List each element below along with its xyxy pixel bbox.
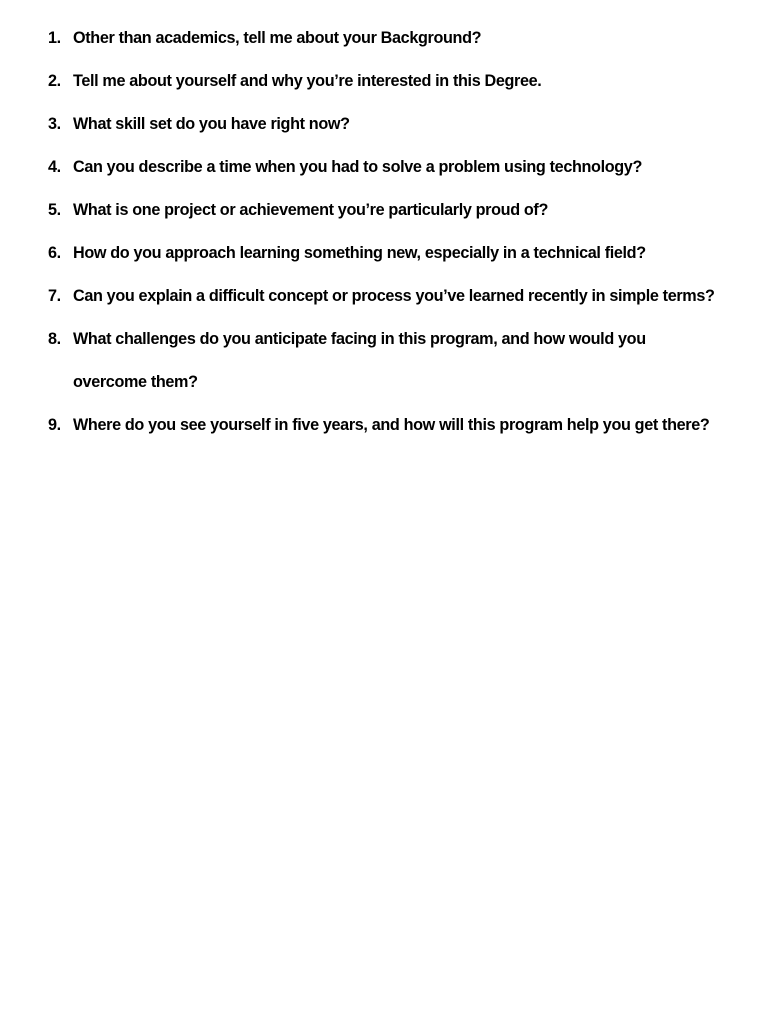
question-text bbox=[73, 414, 762, 436]
question-item-6 bbox=[48, 242, 762, 264]
question-number: 5. bbox=[48, 201, 61, 219]
question-line: Can you describe a time when you had to solve a problem using technology? bbox=[73, 158, 642, 176]
question-line: Tell me about yourself and why you’re interested in this Degree. bbox=[73, 72, 542, 90]
question-item-9 bbox=[48, 414, 762, 436]
question-item-3 bbox=[48, 113, 762, 135]
question-number: 7. bbox=[48, 287, 61, 305]
question-item-7 bbox=[48, 285, 762, 307]
question-number: 4. bbox=[48, 158, 61, 176]
question-item-2 bbox=[48, 70, 762, 92]
question-number: 8. bbox=[48, 330, 61, 348]
question-text bbox=[73, 242, 762, 264]
question-text bbox=[73, 328, 762, 393]
question-item-5 bbox=[48, 199, 762, 221]
question-line: How do you approach learning something new, especially in a technical field? bbox=[73, 244, 646, 262]
question-line: overcome them? bbox=[73, 373, 198, 391]
question-number: 3. bbox=[48, 115, 61, 133]
question-item-4 bbox=[48, 156, 762, 178]
question-line: What skill set do you have right now? bbox=[73, 115, 350, 133]
question-text bbox=[73, 113, 762, 135]
question-text bbox=[73, 285, 762, 307]
question-line: Can you explain a difficult concept or process you’ve learned recently in simple terms? bbox=[73, 287, 715, 305]
question-line: Where do you see yourself in five years, and how will this program help you get there? bbox=[73, 416, 710, 434]
question-number: 2. bbox=[48, 72, 61, 90]
question-number: 9. bbox=[48, 416, 61, 434]
question-item-1 bbox=[48, 27, 762, 49]
question-line: Other than academics, tell me about your Background? bbox=[73, 29, 482, 47]
question-item-8 bbox=[48, 328, 762, 393]
question-number: 6. bbox=[48, 244, 61, 262]
question-text bbox=[73, 156, 762, 178]
question-text bbox=[73, 70, 762, 92]
question-list bbox=[48, 27, 762, 457]
question-line: What is one project or achievement you’re particularly proud of? bbox=[73, 201, 549, 219]
question-line: What challenges do you anticipate facing in this program, and how would you bbox=[73, 330, 646, 348]
question-number: 1. bbox=[48, 29, 61, 47]
question-text bbox=[73, 27, 762, 49]
question-text bbox=[73, 199, 762, 221]
